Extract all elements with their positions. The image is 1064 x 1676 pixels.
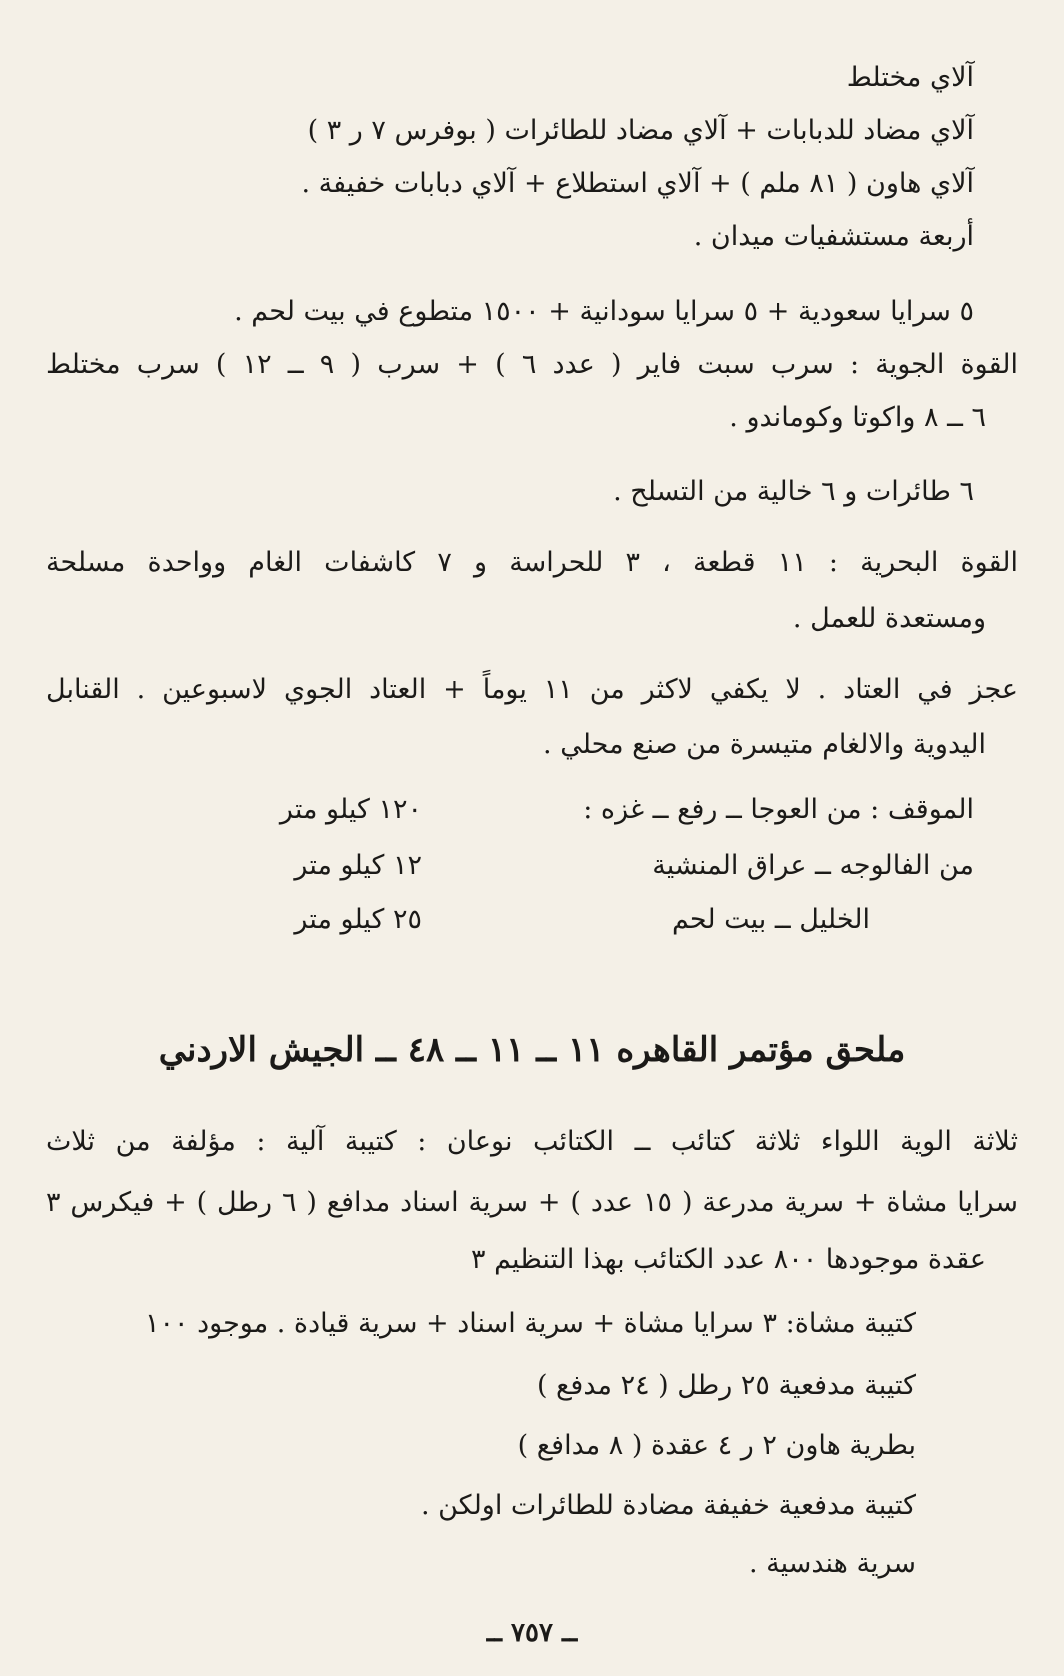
position-distance: ١٢ كيلو متر [294,850,422,881]
text-line: أربعة مستشفيات ميدان . [693,221,974,252]
text-line: عقدة موجودها ٨٠٠ عدد الكتائب بهذا التنظيم ٣ [470,1244,986,1275]
text-line: ٦ طائرات و ٦ خالية من التسلح . [613,476,974,507]
position-distance: ٢٥ كيلو متر [294,904,422,935]
position-route: الموقف : من العوجا ــ رفع ــ غزه : [583,794,974,825]
section-heading: ملحق مؤتمر القاهره ١١ ــ ١١ ــ ٤٨ ــ الجيش الاردني [158,1030,906,1070]
text-line: سرايا مشاة + سرية مدرعة ( ١٥ عدد ) + سرية اسناد مدافع ( ٦ رطل ) + فيكرس ٣ [46,1187,1019,1218]
text-line: ٥ سرايا سعودية + ٥ سرايا سودانية + ١٥٠٠ متطوع في بيت لحم . [234,296,974,327]
ammo-line-continued: اليدوية والالغام متيسرة من صنع محلي . [543,729,986,760]
air-force-line-continued: ٦ ــ ٨ واكوتا وكوماندو . [729,402,986,433]
position-route: الخليل ــ بيت لحم [671,904,870,935]
text-line: كتيبة مدفعية خفيفة مضادة للطائرات اولكن . [420,1490,916,1521]
text-line: آلاي مضاد للدبابات + آلاي مضاد للطائرات ( بوفرس ٧ ر ٣ ) [307,115,974,146]
position-route: من الفالوجه ــ عراق المنشية [652,850,974,881]
position-distance: ١٢٠ كيلو متر [279,794,422,825]
navy-line-continued: ومستعدة للعمل . [792,603,986,634]
text-line: آلاي مختلط [846,62,974,93]
text-line: كتيبة مدفعية ٢٥ رطل ( ٢٤ مدفع ) [536,1370,916,1401]
navy-line: القوة البحرية : ١١ قطعة ، ٣ للحراسة و ٧ كاشفات الغام وواحدة مسلحة [46,547,1018,578]
text-line: آلاي هاون ( ٨١ ملم ) + آلاي استطلاع + آلاي دبابات خفيفة . [301,168,974,199]
page-number: ــ ٧٥٧ ــ [486,1618,578,1648]
text-line: كتيبة مشاة: ٣ سرايا مشاة + سرية اسناد + سرية قيادة . موجود ١٠٠ [145,1308,916,1339]
air-force-line: القوة الجوية : سرب سبت فاير ( عدد ٦ ) + سرب ( ٩ ــ ١٢ ) سرب مختلط [46,349,1018,380]
text-line: ثلاثة الوية اللواء ثلاثة كتائب ــ الكتائب نوعان : كتيبة آلية : مؤلفة من ثلاث [46,1126,1018,1157]
ammo-line: عجز في العتاد . لا يكفي لاكثر من ١١ يوماً + العتاد الجوي لاسبوعين . القنابل [46,674,1018,705]
text-line: سرية هندسية . [748,1548,916,1579]
text-line: بطرية هاون ٢ ر ٤ عقدة ( ٨ مدافع ) [517,1430,916,1461]
